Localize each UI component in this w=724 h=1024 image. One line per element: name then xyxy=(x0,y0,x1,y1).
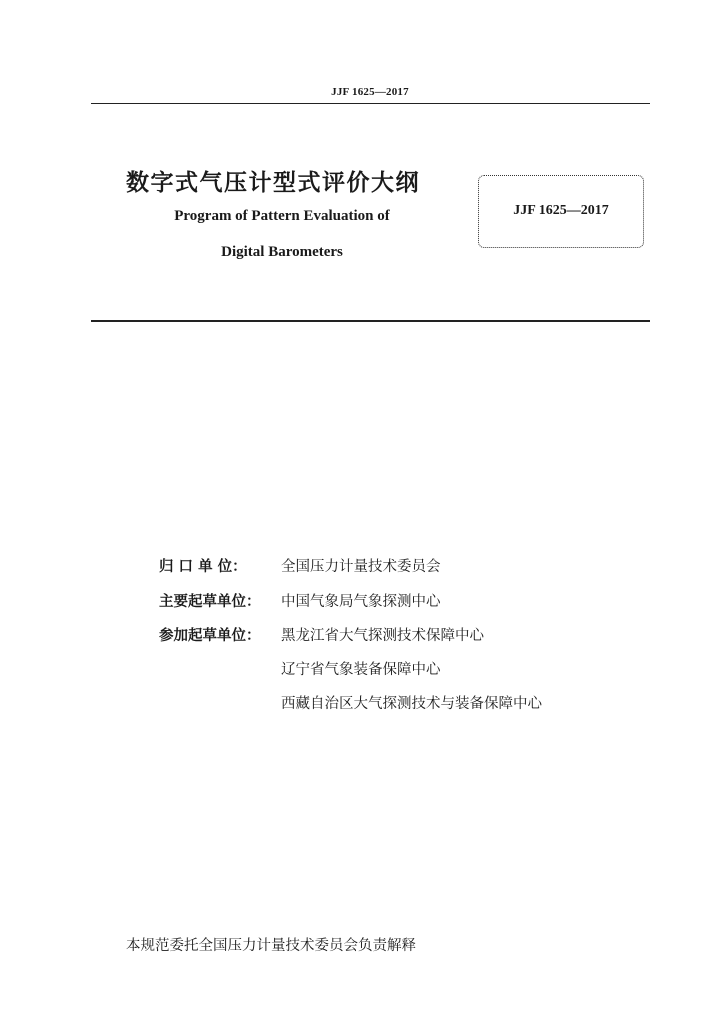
centralized-unit-label: 归 口 单 位： xyxy=(159,559,247,575)
title-chinese: 数字式气压计型式评价大纲 xyxy=(126,170,420,196)
interpretation-note: 本规范委托全国压力计量技术委员会负责解释 xyxy=(126,938,416,954)
participating-unit-value-1: 黑龙江省大气探测技术保障中心 xyxy=(281,628,484,644)
participating-unit-value-2: 辽宁省气象装备保障中心 xyxy=(281,662,441,678)
main-drafting-unit-label: 主要起草单位： xyxy=(159,594,261,610)
participating-unit-value-3: 西藏自治区大气探测技术与装备保障中心 xyxy=(281,696,542,712)
top-divider xyxy=(91,103,650,104)
standard-code-box xyxy=(478,175,644,248)
participating-unit-label: 参加起草单位： xyxy=(159,628,261,644)
title-english-line-1: Program of Pattern Evaluation of xyxy=(174,208,390,224)
title-english-line-2: Digital Barometers xyxy=(221,244,343,260)
bottom-divider xyxy=(91,320,650,322)
header-standard-code: JJF 1625—2017 xyxy=(331,86,409,98)
centralized-unit-value: 全国压力计量技术委员会 xyxy=(281,559,441,575)
main-drafting-unit-value: 中国气象局气象探测中心 xyxy=(281,594,441,610)
standard-code-box-text: JJF 1625—2017 xyxy=(513,203,609,218)
